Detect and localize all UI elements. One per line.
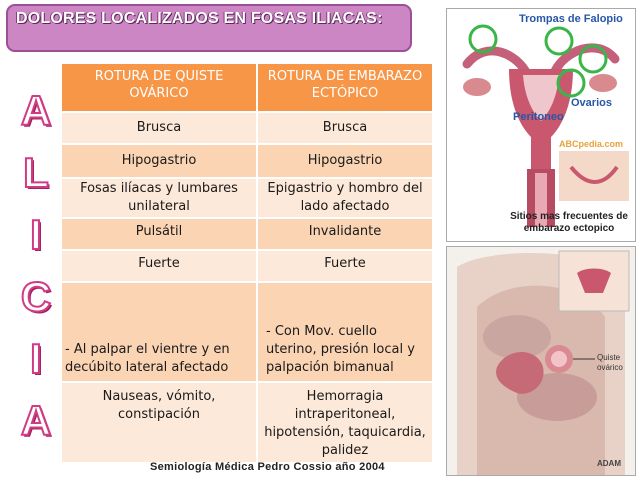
fallopian-label: Trompas de Falopio [519,13,623,25]
table-row [62,382,433,462]
peritoneum-label: Peritoneo [513,111,564,123]
table-row [62,178,433,218]
table-cell: Nauseas, vómito, constipación [62,382,257,462]
table-cell: Epigastrio y hombro del lado afectado [257,178,433,218]
slide-title: DOLORES LOCALIZADOS EN FOSAS ILIACAS: [6,4,412,52]
comparison-table [62,64,434,462]
uterus-diagram [446,8,636,242]
table-cell: - Al palpar el vientre y en decúbito lateral afectado [62,282,257,382]
table-row [62,282,433,382]
table-cell: Fosas ilíacas y lumbares unilateral [62,178,257,218]
table-cell: Invalidante [257,218,433,250]
table-cell: Fuerte [62,250,257,282]
uterus-illustration-icon [447,9,635,241]
table-cell: Pulsátil [62,218,257,250]
table-row [62,112,433,144]
table-cell: - Con Mov. cuello uterino, presión local y palpación bimanual [257,282,433,382]
table-header-row [62,64,433,112]
acronym-letter: L [23,149,49,196]
table-cell: Hemorragia intraperitoneal, hipotensión, taquicardia, palidez [257,382,433,462]
table-row [62,250,433,282]
source-caption: Semiología Médica Pedro Cossio año 2004 [150,461,385,473]
column-header: ROTURA DE EMBARAZO ECTÓPICO [257,64,433,112]
acronym-letter: I [30,211,42,258]
ovarian-cyst-illustration [446,246,636,476]
acronym-letter: I [30,335,42,382]
adam-brand: ADAM [597,459,621,468]
watermark-label: ABCpedia.com [559,139,624,149]
table-cell: Hipogastrio [257,144,433,178]
column-header: ROTURA DE QUISTE OVÁRICO [62,64,257,112]
table-row [62,218,433,250]
table-cell: Brusca [257,112,433,144]
acronym-letter: A [20,397,52,444]
table-row [62,144,433,178]
table-cell: Brusca [62,112,257,144]
cyst-label: Quiste ovárico [597,353,623,372]
acronym-letter: A [20,87,52,134]
acronym-letter: C [20,273,52,320]
table-cell: Fuerte [257,250,433,282]
table-cell: Hipogastrio [62,144,257,178]
ovaries-label: Ovarios [571,97,612,109]
figure1-caption: Sitios mas frecuentes de embarazo ectopico [510,211,628,234]
